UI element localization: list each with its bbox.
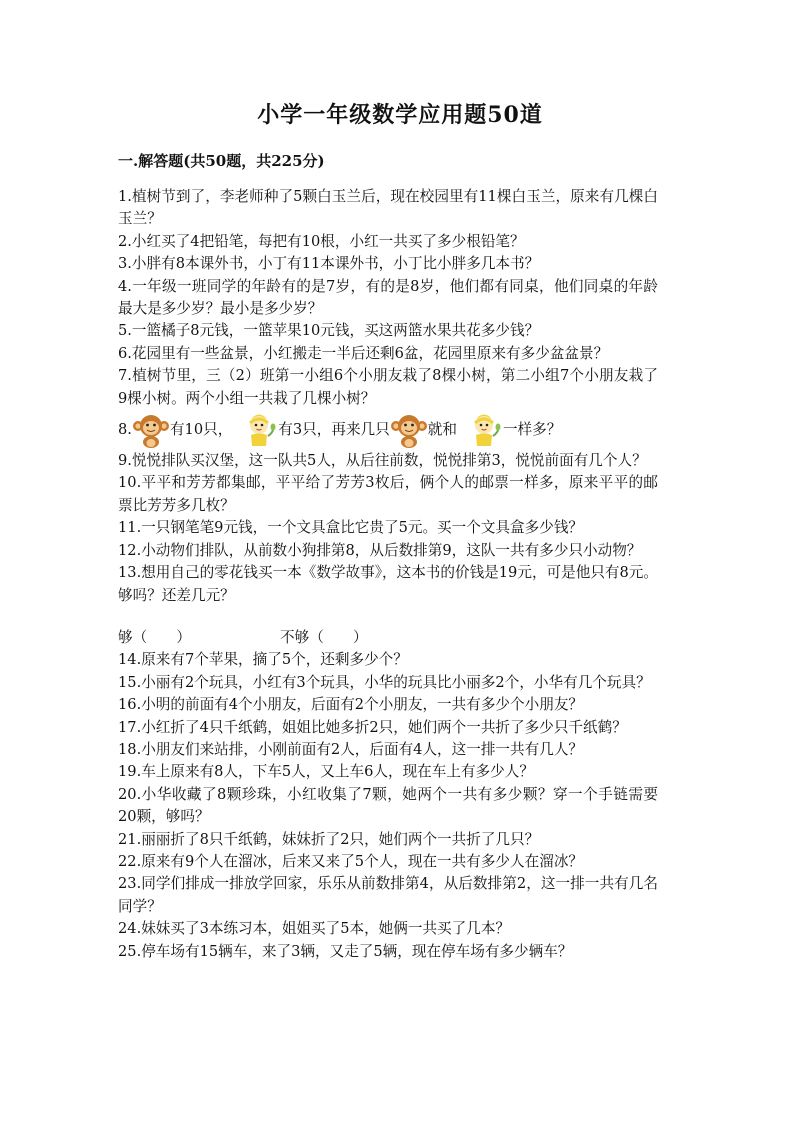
question-25: 25.停车场有15辆车，来了3辆，又走了5辆，现在停车场有多少辆车？: [118, 942, 573, 960]
question-9: 9.悦悦排队买汉堡，这一队共5人，从后往前数，悦悦排第3，悦悦前面有几个人？: [118, 452, 647, 470]
question-15: 15.小丽有2个玩具，小红有3个玩具，小华的玩具比小丽多2个，小华有几个玩具？: [118, 673, 651, 691]
question-2: 2.小红买了4把铅笔，每把有10根，小红一共买了多少根铅笔？: [118, 232, 525, 250]
question-7: 7.植树节里，三（2）班第一小组6个小朋友栽了8棵小树，第二小组7个小朋友栽了9棵小树。两个小组一共栽了几棵小树？: [118, 367, 658, 407]
question-10: 10.平平和芳芳都集邮，平平给了芳芳3枚后，俩个人的邮票一样多，原来平平的邮票比芳芳多几枚？: [118, 474, 658, 514]
question-12: 12.小动物们排队，从前数小狗排第8，从后数排第9，这队一共有多少只小动物？: [118, 541, 642, 559]
answer-choices: [118, 627, 658, 649]
question-17: 17.小红折了4只千纸鹤，姐姐比她多折2只，她们两个一共折了多少只千纸鹤？: [118, 718, 627, 736]
question-19: 19.车上原来有8人，下车5人，又上车6人，现在车上有多少人？: [118, 763, 534, 781]
section-heading: 一.解答题(共50题，共225分): [118, 152, 325, 170]
question-8-text-2: 有3只，再来几只: [278, 420, 390, 438]
question-11: 11.一只钢笔笔9元钱，一个文具盒比它贵了5元。买一个文具盒多少钱？: [118, 519, 584, 537]
question-1: 1.植树节到了，李老师种了5颗白玉兰后，现在校园里有11棵白玉兰，原来有几棵白玉兰？: [118, 188, 658, 228]
question-14: 14.原来有7个苹果，摘了5个，还剩多少个？: [118, 651, 408, 669]
question-24: 24.妹妹买了3本练习本，姐姐买了5本，她俩一共买了几本？: [118, 920, 511, 938]
page-title: 小学一年级数学应用题50道: [257, 102, 543, 128]
question-8: [118, 412, 658, 448]
question-5: 5.一篮橘子8元钱，一篮苹果10元钱，买这两篮水果共花多少钱？: [118, 322, 540, 340]
question-22: 22.原来有9个人在溜冰，后来又来了5个人，现在一共有多少人在溜冰？: [118, 852, 584, 870]
question-21: 21.丽丽折了8只千纸鹤，妹妹折了2只，她们两个一共折了几只？: [118, 830, 540, 848]
question-13: 13.想用自己的零花钱买一本《数学故事》，这本书的价钱是19元，可是他只有8元。够吗？还差几元？: [118, 564, 658, 604]
question-3: 3.小胖有8本课外书，小丁有11本课外书，小丁比小胖多几本书？: [118, 255, 540, 273]
question-8-text-3: 就和: [427, 420, 457, 438]
question-6: 6.花园里有一些盆景，小红搬走一半后还剩6盆，花园里原来有多少盆盆景？: [118, 344, 609, 362]
answer-enough: 够（ ）: [118, 628, 191, 646]
question-8-text-4: 一样多？: [502, 420, 562, 438]
question-8-text-1: 有10只，: [169, 420, 233, 438]
question-20: 20.小华收藏了8颗珍珠，小红收集了7颗，她两个一共有多少颗？穿一个手链需要20颗，够吗？: [118, 785, 658, 826]
question-18: 18.小朋友们来站排，小刚前面有2人，后面有4人，这一排一共有几人？: [118, 740, 584, 758]
chick-icon: [465, 412, 503, 448]
question-list: [118, 186, 658, 963]
chick-icon: [240, 412, 278, 448]
question-4: 4.一年级一班同学的年龄有的是7岁，有的是8岁，他们都有同桌，他们同桌的年龄最大是多少岁？最小是多少岁？: [118, 277, 658, 318]
question-16: 16.小明的前面有4个小朋友，后面有2个小朋友，一共有多少个小朋友？: [118, 696, 584, 714]
question-8-number: 8.: [118, 420, 132, 438]
question-23: 23.同学们排成一排放学回家，乐乐从前数排第4，从后数排第2，这一排一共有几名同学？: [118, 875, 658, 915]
monkey-icon: [390, 412, 428, 448]
monkey-icon: [132, 412, 170, 448]
answer-not-enough: 不够（ ）: [280, 628, 368, 646]
